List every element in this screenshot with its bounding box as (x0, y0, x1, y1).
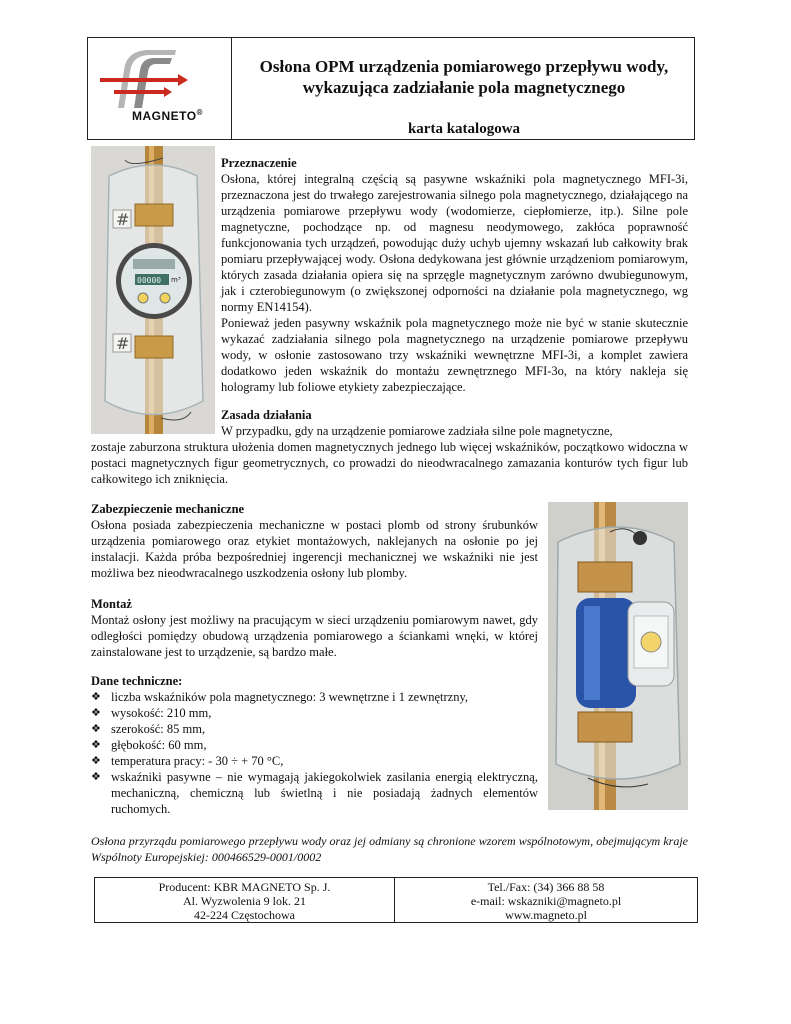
spec-list (91, 689, 538, 817)
header-divider (231, 38, 232, 139)
footer-contact-box (94, 877, 698, 923)
section-principle (91, 407, 688, 487)
section-specs (91, 673, 538, 817)
section-heading: Dane techniczne: (91, 674, 183, 688)
paragraph: Ponieważ jeden pasywny wskaźnik pola magnetycznego może nie być w stanie skutecznie wykazać zadziałania silnego pola magnetycznego na urządzenie pomiarowe przepływu wody, w osłonie zastosowano trzy wskaźniki wewnętrzne MFI-3i, a komplet zawiera dodatkowo jeden wskaźnik do montażu zewnętrznego MFI-3o, na który nakleja się hologramy lub foliowe etykiety zabezpieczające. (221, 316, 688, 394)
phone-fax: Tel./Fax: (34) 366 88 58 (487, 880, 605, 894)
meter-unit: m³ (171, 276, 181, 284)
paragraph: W przypadku, gdy na urządzenie pomiarowe zadziała silne pole magnetyczne, zostaje zaburzona struktura ułożenia domen magnetycznych jednego lub więcej wskaźników, początkowo widoczna w postaci magnetycznych figur geometrycznych, co prowadzi do nieodwracalnego zamazania konturów tych figur lub całkowitego ich zniknięcia. (91, 424, 688, 486)
diamond-bullet-icon: ❖ (91, 754, 101, 767)
product-photo-side (548, 502, 688, 810)
list-item: ❖ wskaźniki pasywne – nie wymagają jakiegokolwiek zasilania energią elektryczną, mechaniczną, chemiczną lub świetlną i nie posiadają żadnych elementów ruchomych. (91, 770, 538, 816)
contact-info (395, 880, 697, 922)
header-box (87, 37, 695, 140)
section-purpose (221, 155, 688, 395)
section-heading: Zasada działania (221, 408, 312, 422)
diamond-bullet-icon: ❖ (91, 690, 101, 703)
email-link[interactable]: e-mail: wskazniki@magneto.pl (470, 894, 622, 908)
section-heading: Przeznaczenie (221, 156, 297, 170)
indicator-mark-bottom: # (116, 334, 130, 353)
list-item: ❖ szerokość: 85 mm, (91, 722, 206, 736)
diamond-bullet-icon: ❖ (91, 770, 101, 783)
company-logo (88, 38, 231, 139)
diamond-bullet-icon: ❖ (91, 722, 101, 735)
indicator-mark-top: # (116, 210, 130, 229)
producer-address: Producent: KBR MAGNETO Sp. J. Al. Wyzwolenia 9 lok. 21 42-224 Częstochowa (158, 880, 331, 922)
list-item: ❖ wysokość: 210 mm, (91, 706, 212, 720)
diamond-bullet-icon: ❖ (91, 738, 101, 751)
section-heading: Zabezpieczenie mechaniczne (91, 502, 245, 516)
list-item: ❖ temperatura pracy: - 30 ÷ + 70 °C, (91, 754, 284, 768)
meter-display: 00000 (137, 276, 162, 285)
paragraph: Osłona, której integralną częścią są pasywne wskaźniki pola magnetycznego MFI-3i, przeznaczona jest do trwałego zarejestrowania silnego pola magnetycznego, działającego na urządzenia pomiarowe przepływu wody (wodomierze, ciepłomierze, itp.). Silne pole magnetyczne, pochodzące np. od magnesu neodymowego, zakłóca poprawność funkcjonowania tych urządzeń, powodując duży uchyb ujemny wskazań lub całkowity brak pomiaru przepływającej wody. Osłona dedykowana jest głównie urządzeniom pomiarowym, których zasada działania opiera się na sprzęgle magnetycznym zarówno dwubiegunowym, jak i czterobiegunowym (o zwiększonej odporności na działanie pola magnetycznego, wg normy EN14154). (221, 172, 688, 314)
paragraph: Montaż osłony jest możliwy na pracującym w sieci urządzeniu pomiarowym nawet, gdy odległości pomiędzy obudową urządzenia pomiarowego a ściankami wnęki, w której zainstalowane jest to urządzenie, są bardzo małe. (91, 613, 538, 659)
section-mounting (91, 596, 538, 660)
magneto-logo-icon (94, 46, 226, 110)
diamond-bullet-icon: ❖ (91, 706, 101, 719)
logo-wordmark: MAGNETO® (132, 108, 204, 123)
design-protection-note: Osłona przyrządu pomiarowego przepływu wody oraz jej odmiany są chronione wzorem wspólnotowym, obejmującym kraje Wspólnoty Europejskiej: 000466529-0001/0002 (91, 834, 688, 864)
section-mechanical (91, 501, 538, 581)
page-title: Osłona OPM urządzenia pomiarowego przepływu wody, wykazująca zadziałanie pola magnetycznego (259, 57, 669, 97)
list-item: ❖ głębokość: 60 mm, (91, 738, 207, 752)
paragraph: Osłona posiada zabezpieczenia mechaniczne w postaci plomb od strony śrubunków urządzenia pomiarowego oraz etykiet montażowych, naklejanych na osłonie po jej instalacji. Każda próba bezpośredniej ingerencji mechanicznej we wskaźniki nie jest możliwa bez nieodwracalnego uszkodzenia osłony lub plomby. (91, 518, 538, 580)
section-heading: Montaż (91, 597, 132, 611)
page-subtitle: karta katalogowa (407, 121, 521, 137)
product-photo-front (91, 146, 215, 434)
website-link[interactable]: www.magneto.pl (505, 908, 587, 922)
list-item: ❖ liczba wskaźników pola magnetycznego: 3 wewnętrzne i 1 zewnętrzny, (91, 690, 469, 704)
